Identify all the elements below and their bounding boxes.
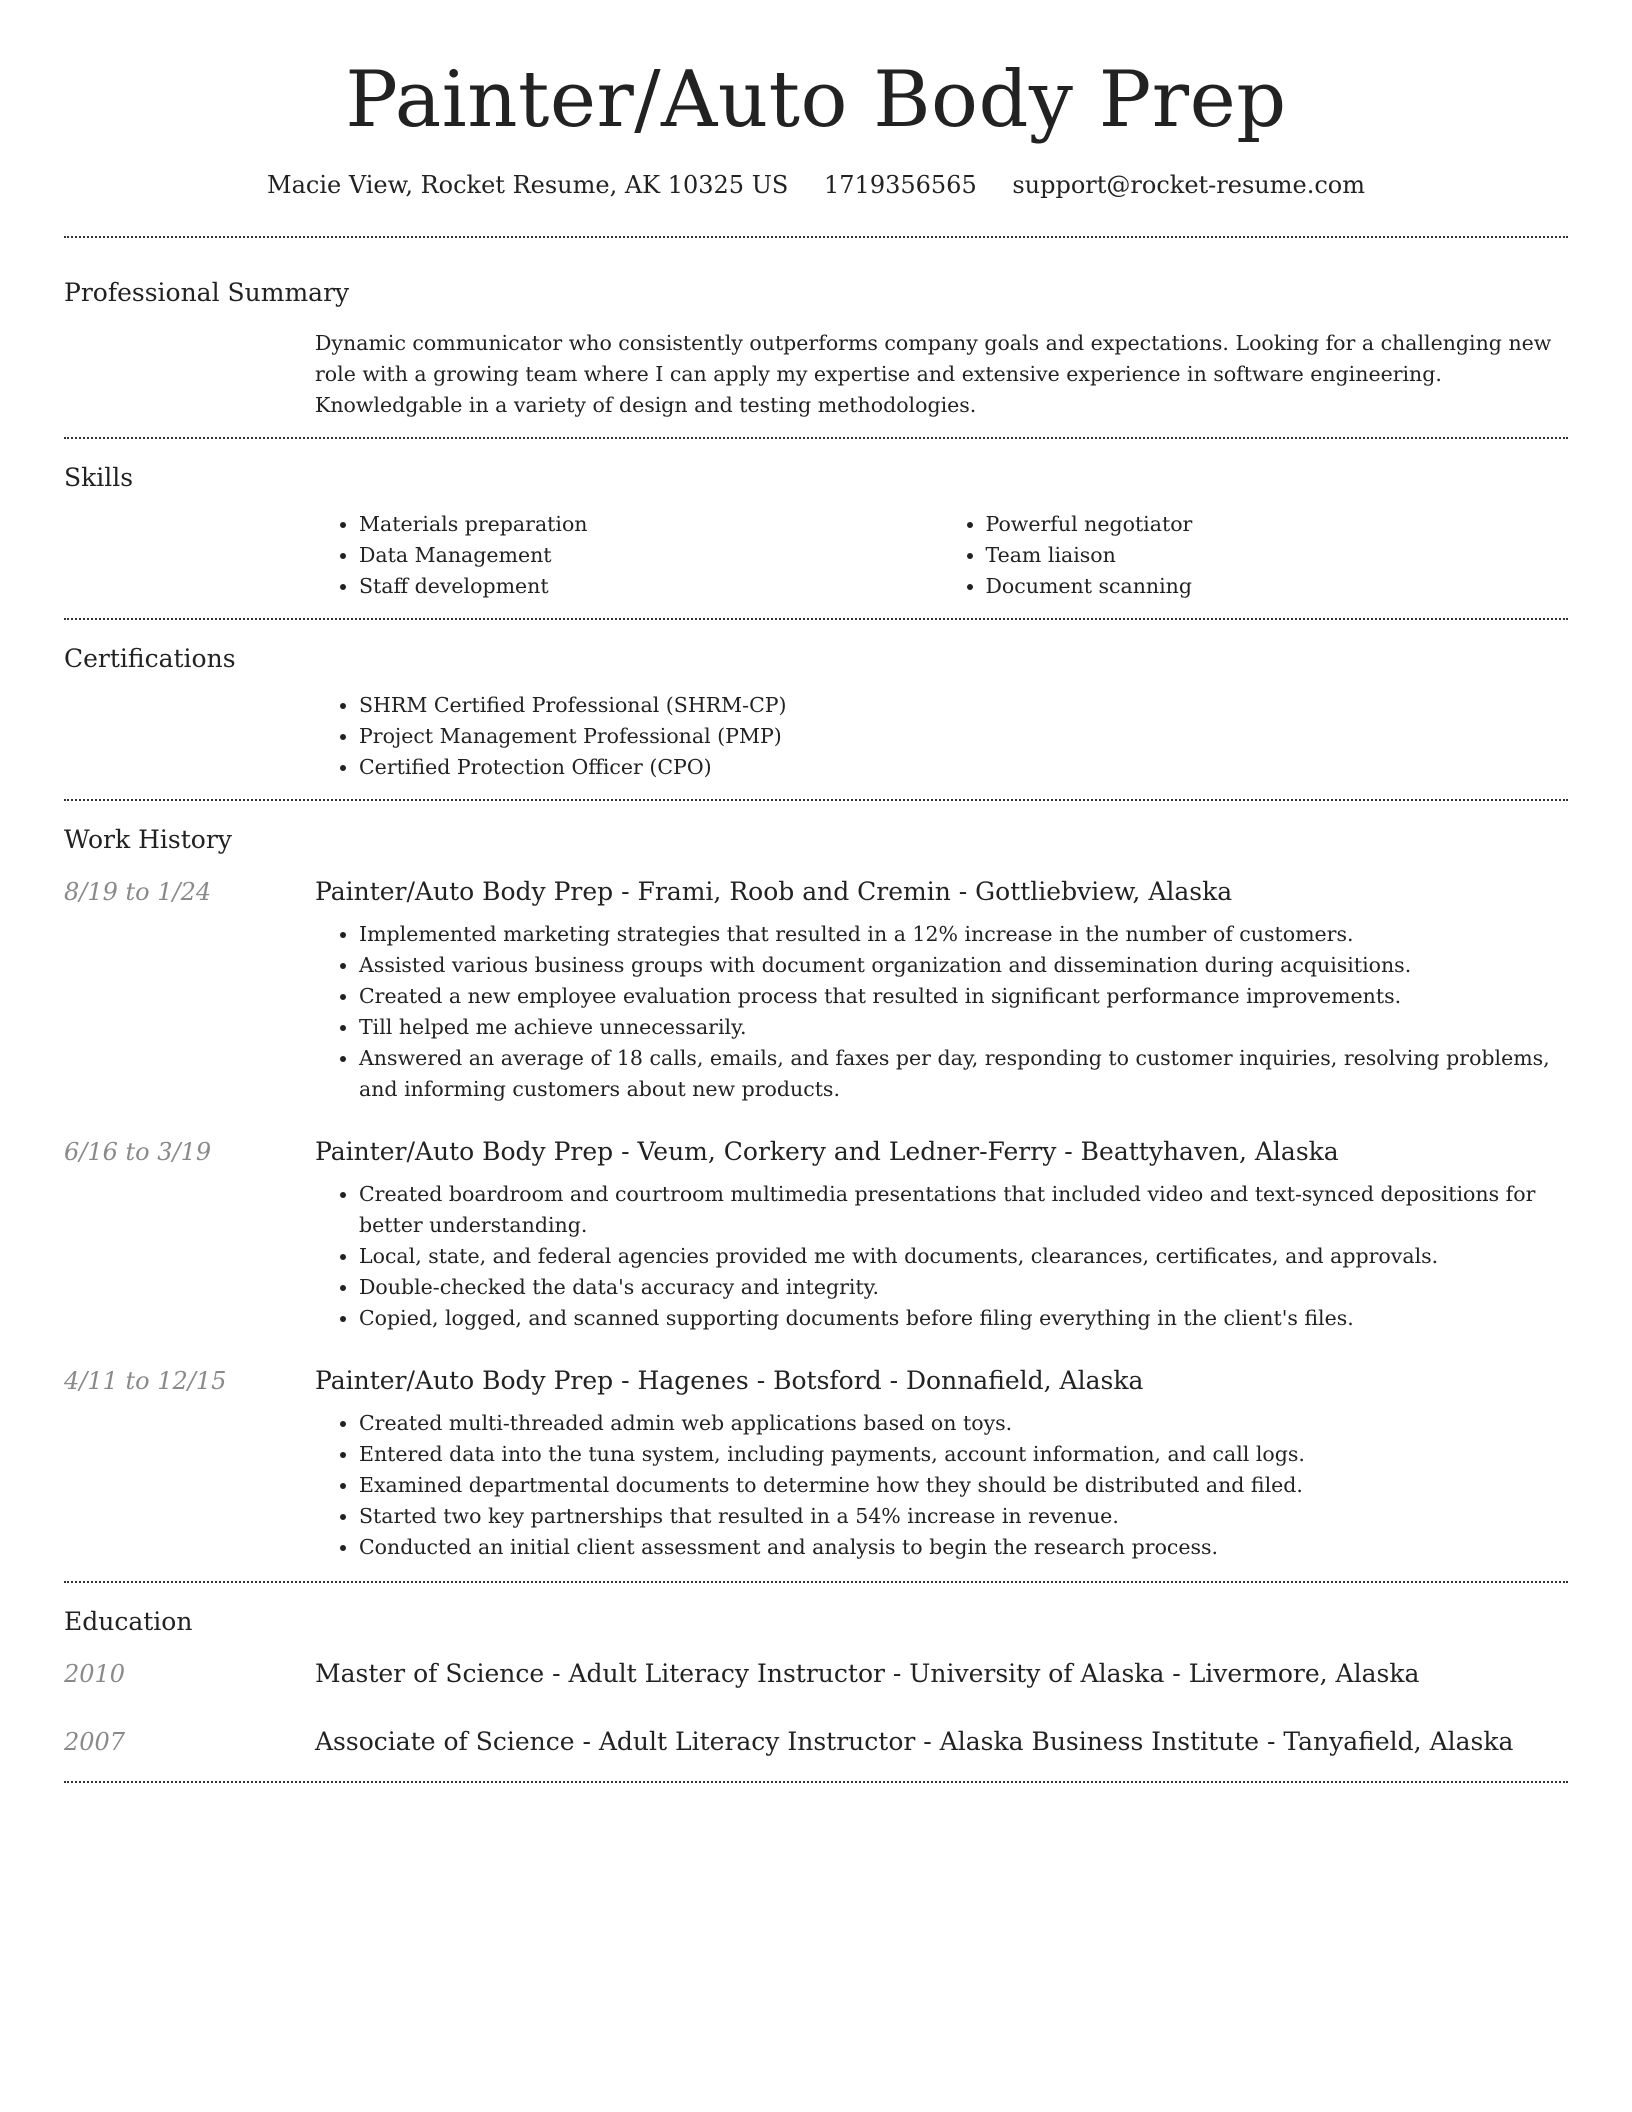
skill-item: • Data Management xyxy=(359,540,942,571)
job-title: Painter/Auto Body Prep - Hagenes - Botsford - Donnafield, Alaska xyxy=(315,1366,1144,1395)
education-entry xyxy=(64,1657,1568,1691)
summary-section xyxy=(64,238,1568,437)
job-bullet: • Implemented marketing strategies that resulted in a 12% increase in the number of customers. xyxy=(359,919,1568,950)
job-title: Painter/Auto Body Prep - Frami, Roob and Cremin - Gottliebview, Alaska xyxy=(315,877,1233,906)
education-title: Education xyxy=(64,1607,193,1636)
job-entry xyxy=(64,1364,1568,1563)
job-dates: 4/11 to 12/15 xyxy=(64,1367,227,1395)
education-section xyxy=(64,1583,1568,1781)
contact-address: Macie View, Rocket Resume, AK 10325 US xyxy=(267,171,789,199)
job-bullets xyxy=(315,1408,1568,1563)
job-bullet: • Copied, logged, and scanned supporting documents before filing everything in the client's files. xyxy=(359,1303,1568,1334)
job-header xyxy=(64,875,1568,909)
education-entry xyxy=(64,1725,1568,1759)
summary-text: Dynamic communicator who consistently outperforms company goals and expectations. Looking for a challenging new role with a growing team where I can apply my expertise and extensive experience in software engineering. Knowledgable in a variety of design and testing methodologies. xyxy=(315,331,1552,417)
skill-item: • Team liaison xyxy=(986,540,1569,571)
certification-item: • SHRM Certified Professional (SHRM-CP) xyxy=(359,690,1568,721)
certification-item: • Project Management Professional (PMP) xyxy=(359,721,1568,752)
education-title-text: Master of Science - Adult Literacy Instructor - University of Alaska - Livermore, Alaska xyxy=(315,1659,1420,1688)
job-entry xyxy=(64,875,1568,1105)
education-year: 2007 xyxy=(64,1728,126,1756)
certification-item: • Certified Protection Officer (CPO) xyxy=(359,752,1568,783)
job-dates: 6/16 to 3/19 xyxy=(64,1138,212,1166)
job-header xyxy=(64,1135,1568,1169)
certifications-title: Certifications xyxy=(64,644,236,673)
summary-title: Professional Summary xyxy=(64,278,350,307)
contact-line xyxy=(64,168,1568,202)
job-bullets xyxy=(315,1179,1568,1334)
job-bullet: • Created multi-threaded admin web applications based on toys. xyxy=(359,1408,1568,1439)
certifications-body xyxy=(315,690,1568,783)
skill-item: • Materials preparation xyxy=(359,509,942,540)
skills-section xyxy=(64,439,1568,618)
job-bullet: • Started two key partnerships that resulted in a 54% increase in revenue. xyxy=(359,1501,1568,1532)
skill-item: • Staff development xyxy=(359,571,942,602)
job-bullet: • Entered data into the tuna system, including payments, account information, and call logs. xyxy=(359,1439,1568,1470)
job-entry xyxy=(64,1135,1568,1334)
skills-list-right xyxy=(942,509,1569,602)
job-dates: 8/19 to 1/24 xyxy=(64,878,212,906)
skill-item: • Document scanning xyxy=(986,571,1569,602)
job-bullets xyxy=(315,919,1568,1105)
education-year: 2010 xyxy=(64,1660,126,1688)
education-title-text: Associate of Science - Adult Literacy Instructor - Alaska Business Institute - Tanyafield, Alaska xyxy=(315,1727,1514,1756)
skills-title: Skills xyxy=(64,463,134,492)
section-divider xyxy=(64,1781,1568,1783)
job-bullet: • Examined departmental documents to determine how they should be distributed and filed. xyxy=(359,1470,1568,1501)
contact-email: support@rocket-resume.com xyxy=(1012,171,1365,199)
certifications-section xyxy=(64,620,1568,799)
skill-item: • Powerful negotiator xyxy=(986,509,1569,540)
resume-header xyxy=(64,0,1568,202)
work-title: Work History xyxy=(64,825,232,854)
job-bullet: • Till helped me achieve unnecessarily. xyxy=(359,1012,1568,1043)
job-header xyxy=(64,1364,1568,1398)
work-section xyxy=(64,801,1568,1581)
job-bullet: • Double-checked the data's accuracy and integrity. xyxy=(359,1272,1568,1303)
job-title: Painter/Auto Body Prep - Veum, Corkery and Ledner-Ferry - Beattyhaven, Alaska xyxy=(315,1137,1339,1166)
job-bullet: • Created boardroom and courtroom multimedia presentations that included video and text-synced depositions for better understanding. xyxy=(359,1179,1568,1241)
job-bullet: • Local, state, and federal agencies provided me with documents, clearances, certificates, and approvals. xyxy=(359,1241,1568,1272)
job-bullet: • Assisted various business groups with document organization and dissemination during acquisitions. xyxy=(359,950,1568,981)
job-bullet: • Answered an average of 18 calls, emails, and faxes per day, responding to customer inquiries, resolving problems, and informing customers about new products. xyxy=(359,1043,1568,1105)
job-bullet: • Conducted an initial client assessment and analysis to begin the research process. xyxy=(359,1532,1568,1563)
contact-phone: 1719356565 xyxy=(824,171,977,199)
skills-list-left xyxy=(315,509,942,602)
certifications-list xyxy=(315,690,1568,783)
skills-body xyxy=(315,509,1568,602)
job-bullet: • Created a new employee evaluation process that resulted in significant performance improvements. xyxy=(359,981,1568,1012)
candidate-name: Painter/Auto Body Prep xyxy=(345,55,1287,145)
summary-body xyxy=(315,328,1568,421)
